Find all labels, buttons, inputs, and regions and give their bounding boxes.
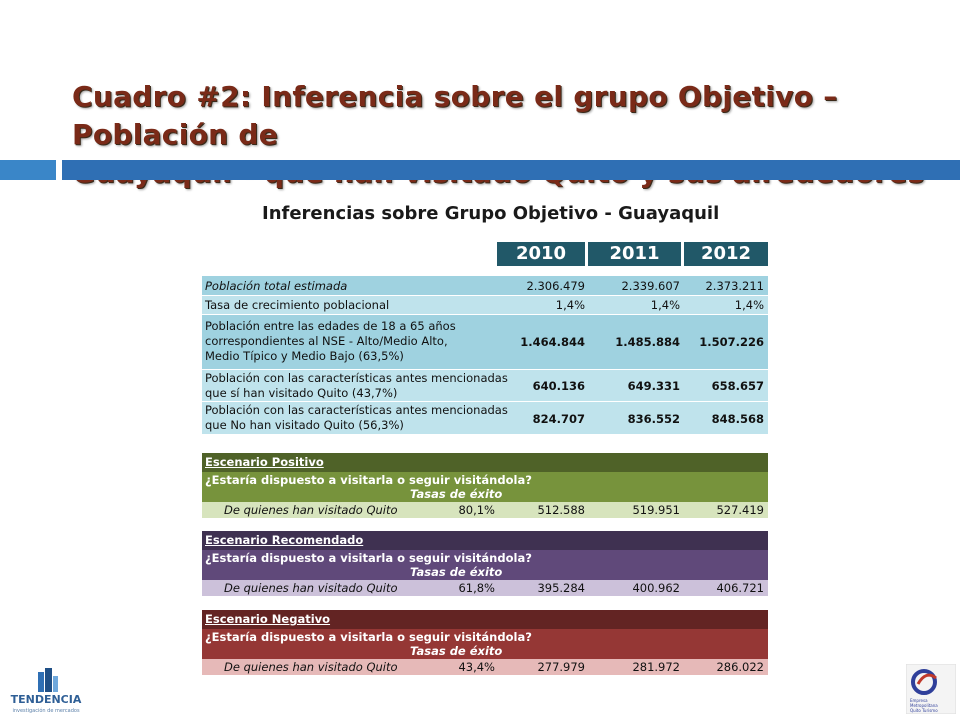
scenario-title: Escenario Negativo bbox=[202, 610, 768, 629]
value-2010: 395.284 bbox=[537, 581, 585, 595]
value-2011: 519.951 bbox=[632, 503, 680, 517]
scenario-row bbox=[202, 580, 768, 596]
quito-turismo-logo bbox=[906, 664, 956, 714]
scenario-positivo bbox=[202, 453, 768, 518]
value-2010: 1,4% bbox=[555, 298, 585, 312]
value-2012: 1.507.226 bbox=[699, 335, 764, 349]
scenario-question-block bbox=[202, 472, 768, 502]
table-row bbox=[202, 402, 768, 435]
logo-tagline: investigación de mercados bbox=[12, 708, 80, 714]
building-icon bbox=[4, 668, 88, 716]
year-header-2011: 2011 bbox=[588, 242, 681, 266]
value-2012: 527.419 bbox=[716, 503, 764, 517]
scenario-pct: 43,4% bbox=[458, 660, 495, 674]
value-2010: 824.707 bbox=[532, 412, 585, 426]
year-header-2010: 2010 bbox=[497, 242, 585, 266]
logo-line1: Empresa bbox=[910, 698, 928, 703]
value-2012: 286.022 bbox=[716, 660, 764, 674]
table-title: Inferencias sobre Grupo Objetivo - Guayaquil bbox=[262, 203, 720, 224]
value-2012: 658.657 bbox=[711, 379, 764, 393]
logo-name: TENDENCIA bbox=[10, 693, 82, 706]
scenario-row bbox=[202, 502, 768, 518]
slide-title-line1: Cuadro #2: Inferencia sobre el grupo Objetivo – Población de bbox=[72, 80, 838, 151]
scenario-question: ¿Estaría dispuesto a visitarla o seguir visitándola? bbox=[205, 473, 532, 487]
scenario-rates-label: Tasas de éxito bbox=[410, 487, 503, 501]
value-2012: 406.721 bbox=[716, 581, 764, 595]
scenario-question-block bbox=[202, 550, 768, 580]
row-label: Población total estimada bbox=[205, 279, 348, 293]
value-2010: 512.588 bbox=[537, 503, 585, 517]
row-label-line2: correspondientes al NSE - Alto/Medio Alto, bbox=[205, 334, 448, 348]
table-row bbox=[202, 296, 768, 315]
row-label: Tasa de crecimiento poblacional bbox=[205, 298, 390, 312]
scenario-title: Escenario Recomendado bbox=[202, 531, 768, 550]
scenario-rates-label: Tasas de éxito bbox=[410, 644, 503, 658]
value-2011: 2.339.607 bbox=[621, 279, 680, 293]
scenario-question: ¿Estaría dispuesto a visitarla o seguir visitándola? bbox=[205, 630, 532, 644]
scenario-row bbox=[202, 659, 768, 675]
accent-bar-right bbox=[62, 160, 960, 180]
row-label-line3: Medio Típico y Medio Bajo (63,5%) bbox=[205, 349, 404, 363]
value-2012: 848.568 bbox=[711, 412, 764, 426]
value-2012: 2.373.211 bbox=[705, 279, 764, 293]
value-2010: 1.464.844 bbox=[520, 335, 585, 349]
population-table bbox=[202, 276, 768, 435]
scenario-question-block bbox=[202, 629, 768, 659]
value-2011: 281.972 bbox=[632, 660, 680, 674]
row-label-line2: que No han visitado Quito (56,3%) bbox=[205, 418, 404, 432]
accent-bar-left bbox=[0, 160, 56, 180]
value-2011: 1.485.884 bbox=[615, 335, 680, 349]
value-2010: 2.306.479 bbox=[526, 279, 585, 293]
value-2010: 277.979 bbox=[537, 660, 585, 674]
logo-line2: Metropolitana bbox=[910, 703, 938, 708]
scenario-title: Escenario Positivo bbox=[202, 453, 768, 472]
value-2011: 400.962 bbox=[632, 581, 680, 595]
scenario-recomendado bbox=[202, 531, 768, 596]
value-2011: 1,4% bbox=[650, 298, 680, 312]
value-2012: 1,4% bbox=[734, 298, 764, 312]
quito-turismo-icon bbox=[906, 664, 956, 714]
row-label-line1: Población con las características antes mencionadas bbox=[205, 403, 508, 417]
value-2011: 836.552 bbox=[627, 412, 680, 426]
table-row bbox=[202, 370, 768, 402]
table-row bbox=[202, 315, 768, 370]
scenario-row-label: De quienes han visitado Quito bbox=[224, 660, 398, 674]
row-label-line1: Población entre las edades de 18 a 65 años bbox=[205, 319, 456, 333]
logo-line3: Quito Turismo bbox=[910, 708, 938, 713]
table-row bbox=[202, 276, 768, 296]
scenario-rates-label: Tasas de éxito bbox=[410, 565, 503, 579]
row-label-line2: que sí han visitado Quito (43,7%) bbox=[205, 386, 398, 400]
value-2010: 640.136 bbox=[532, 379, 585, 393]
year-header-2012: 2012 bbox=[684, 242, 768, 266]
scenario-pct: 80,1% bbox=[458, 503, 495, 517]
scenario-row-label: De quienes han visitado Quito bbox=[224, 581, 398, 595]
scenario-negativo bbox=[202, 610, 768, 675]
row-label-line1: Población con las características antes mencionadas bbox=[205, 371, 508, 385]
tendencia-logo bbox=[4, 668, 88, 716]
scenario-pct: 61,8% bbox=[458, 581, 495, 595]
value-2011: 649.331 bbox=[627, 379, 680, 393]
scenario-row-label: De quienes han visitado Quito bbox=[224, 503, 398, 517]
scenario-question: ¿Estaría dispuesto a visitarla o seguir visitándola? bbox=[205, 551, 532, 565]
